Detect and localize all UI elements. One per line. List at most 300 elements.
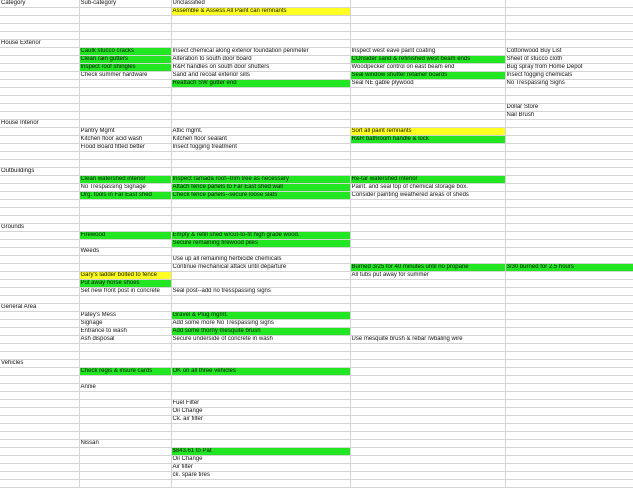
sheet-cell[interactable]	[0, 136, 79, 144]
sheet-cell[interactable]	[350, 344, 505, 352]
sheet-cell[interactable]	[79, 24, 171, 32]
sheet-cell[interactable]	[505, 304, 633, 312]
sheet-cell[interactable]	[79, 216, 171, 224]
sheet-cell[interactable]	[171, 32, 350, 40]
sheet-cell[interactable]	[0, 328, 79, 336]
sheet-cell[interactable]	[0, 80, 79, 88]
sheet-cell[interactable]	[505, 424, 633, 432]
sheet-cell[interactable]	[171, 24, 350, 32]
sheet-cell[interactable]	[505, 368, 633, 376]
sheet-cell[interactable]	[505, 128, 633, 136]
sheet-cell[interactable]	[505, 392, 633, 400]
sheet-cell[interactable]	[79, 40, 171, 48]
sheet-cell[interactable]	[505, 344, 633, 352]
sheet-cell[interactable]	[350, 376, 505, 384]
sheet-cell[interactable]	[79, 168, 171, 176]
sheet-cell[interactable]	[0, 296, 79, 304]
sheet-cell[interactable]	[505, 408, 633, 416]
sheet-cell[interactable]	[171, 440, 350, 448]
sheet-cell[interactable]	[79, 8, 171, 16]
sheet-cell[interactable]: Annie	[79, 384, 171, 392]
sheet-cell[interactable]	[0, 288, 79, 296]
sheet-cell[interactable]: Consider painting weathered areas of sheds	[350, 192, 505, 200]
sheet-cell[interactable]	[350, 408, 505, 416]
sheet-cell[interactable]	[171, 360, 350, 368]
sheet-cell[interactable]: Weeds	[79, 248, 171, 256]
sheet-cell[interactable]	[505, 24, 633, 32]
sheet-cell[interactable]	[79, 112, 171, 120]
sheet-cell[interactable]: Use mesquite brush & rebar /wbaling wire	[350, 336, 505, 344]
sheet-cell[interactable]	[505, 224, 633, 232]
sheet-cell[interactable]: Reattach SW gutter end	[171, 80, 350, 88]
sheet-cell[interactable]: Kitchen floor sealant	[171, 136, 350, 144]
sheet-cell[interactable]	[505, 432, 633, 440]
sheet-cell[interactable]	[171, 376, 350, 384]
sheet-cell[interactable]	[0, 144, 79, 152]
sheet-cell[interactable]	[505, 472, 633, 480]
sheet-cell[interactable]: Empty & refill shed w/cut-to-fit high grade wood.	[171, 232, 350, 240]
sheet-cell[interactable]	[505, 400, 633, 408]
sheet-cell[interactable]: Sort all paint remnants	[350, 128, 505, 136]
sheet-cell[interactable]	[350, 288, 505, 296]
sheet-cell[interactable]	[505, 120, 633, 128]
sheet-cell[interactable]	[0, 472, 79, 480]
sheet-cell[interactable]	[79, 80, 171, 88]
sheet-cell[interactable]	[505, 352, 633, 360]
sheet-cell[interactable]	[0, 96, 79, 104]
sheet-cell[interactable]	[171, 352, 350, 360]
sheet-cell[interactable]: Woodpecker control on east beam end	[350, 64, 505, 72]
sheet-cell[interactable]	[171, 224, 350, 232]
sheet-cell[interactable]	[505, 200, 633, 208]
sheet-cell[interactable]	[350, 40, 505, 48]
sheet-cell[interactable]	[79, 360, 171, 368]
sheet-cell[interactable]: ck. spare tires	[171, 472, 350, 480]
sheet-cell[interactable]	[0, 256, 79, 264]
sheet-cell[interactable]	[0, 64, 79, 72]
sheet-cell[interactable]	[350, 432, 505, 440]
sheet-cell[interactable]	[350, 440, 505, 448]
sheet-cell[interactable]: Grounds	[0, 224, 79, 232]
sheet-cell[interactable]	[505, 320, 633, 328]
sheet-cell[interactable]: Oil Change	[171, 456, 350, 464]
sheet-cell[interactable]: Continue mechanical attack until departure	[171, 264, 350, 272]
sheet-cell[interactable]	[171, 392, 350, 400]
sheet-cell[interactable]	[505, 240, 633, 248]
sheet-cell[interactable]	[350, 248, 505, 256]
sheet-cell[interactable]	[505, 464, 633, 472]
sheet-cell[interactable]: Vehicles	[0, 360, 79, 368]
sheet-cell[interactable]: R&R handles on south door shutters	[171, 64, 350, 72]
sheet-cell[interactable]: Insect fogging treatment	[171, 144, 350, 152]
sheet-cell[interactable]: Clean watershed interior	[79, 176, 171, 184]
sheet-cell[interactable]	[171, 16, 350, 24]
sheet-cell[interactable]	[350, 232, 505, 240]
sheet-cell[interactable]	[505, 456, 633, 464]
sheet-cell[interactable]	[171, 112, 350, 120]
sheet-cell[interactable]: Check fence panels--secure loose slats	[171, 192, 350, 200]
sheet-cell[interactable]	[505, 480, 633, 488]
sheet-cell[interactable]: Org. tools in Far East shed	[79, 192, 171, 200]
sheet-cell[interactable]: Re-tar watershed interior	[350, 176, 505, 184]
sheet-cell[interactable]: Nissan	[79, 440, 171, 448]
sheet-cell[interactable]	[0, 392, 79, 400]
sheet-cell[interactable]	[505, 376, 633, 384]
sheet-cell[interactable]	[0, 208, 79, 216]
sheet-cell[interactable]	[505, 160, 633, 168]
sheet-cell[interactable]: Seal window shutter retainer boards	[350, 72, 505, 80]
sheet-cell[interactable]	[350, 392, 505, 400]
sheet-cell[interactable]	[79, 376, 171, 384]
sheet-cell[interactable]	[0, 72, 79, 80]
sheet-cell[interactable]: Seal NE gable plywood	[350, 80, 505, 88]
sheet-cell[interactable]	[505, 288, 633, 296]
sheet-cell[interactable]	[79, 88, 171, 96]
sheet-cell[interactable]	[0, 272, 79, 280]
sheet-cell[interactable]	[505, 152, 633, 160]
sheet-cell[interactable]	[350, 480, 505, 488]
sheet-cell[interactable]: No Trespassing Signage	[79, 184, 171, 192]
sheet-cell[interactable]	[0, 440, 79, 448]
sheet-cell[interactable]	[79, 472, 171, 480]
sheet-cell[interactable]	[505, 280, 633, 288]
sheet-cell[interactable]: Patey's Mess	[79, 312, 171, 320]
sheet-cell[interactable]	[505, 416, 633, 424]
sheet-cell[interactable]	[350, 368, 505, 376]
sheet-cell[interactable]	[505, 8, 633, 16]
sheet-cell[interactable]	[0, 368, 79, 376]
sheet-cell[interactable]	[0, 456, 79, 464]
sheet-cell[interactable]	[171, 248, 350, 256]
sheet-cell[interactable]	[0, 192, 79, 200]
sheet-cell[interactable]	[79, 392, 171, 400]
sheet-cell[interactable]: Air filter	[171, 464, 350, 472]
sheet-cell[interactable]	[350, 216, 505, 224]
sheet-cell[interactable]	[79, 416, 171, 424]
sheet-cell[interactable]	[79, 456, 171, 464]
sheet-cell[interactable]	[171, 168, 350, 176]
sheet-cell[interactable]	[350, 280, 505, 288]
sheet-cell[interactable]	[0, 152, 79, 160]
sheet-cell[interactable]	[505, 232, 633, 240]
sheet-cell[interactable]: Cottonwood Buy List	[505, 48, 633, 56]
sheet-cell[interactable]: Sand and recoat exterior sills	[171, 72, 350, 80]
sheet-cell[interactable]	[0, 128, 79, 136]
sheet-cell[interactable]	[171, 104, 350, 112]
sheet-cell[interactable]	[79, 224, 171, 232]
sheet-cell[interactable]	[350, 296, 505, 304]
sheet-cell[interactable]	[0, 112, 79, 120]
sheet-cell[interactable]	[171, 208, 350, 216]
sheet-cell[interactable]	[350, 0, 505, 8]
sheet-cell[interactable]	[0, 176, 79, 184]
sheet-cell[interactable]	[79, 16, 171, 24]
sheet-cell[interactable]	[79, 344, 171, 352]
sheet-cell[interactable]	[0, 336, 79, 344]
sheet-cell[interactable]	[79, 152, 171, 160]
sheet-cell[interactable]	[79, 448, 171, 456]
sheet-cell[interactable]	[171, 432, 350, 440]
sheet-cell[interactable]	[505, 248, 633, 256]
sheet-cell[interactable]: House Interior	[0, 120, 79, 128]
sheet-cell[interactable]	[350, 328, 505, 336]
sheet-cell[interactable]	[171, 200, 350, 208]
sheet-cell[interactable]	[79, 464, 171, 472]
sheet-cell[interactable]	[350, 400, 505, 408]
sheet-cell[interactable]	[79, 32, 171, 40]
sheet-cell[interactable]	[505, 40, 633, 48]
sheet-cell[interactable]	[171, 480, 350, 488]
sheet-cell[interactable]: Clean rain gutters	[79, 56, 171, 64]
sheet-cell[interactable]	[505, 192, 633, 200]
sheet-cell[interactable]	[350, 120, 505, 128]
sheet-cell[interactable]: Set new front post in concrete	[79, 288, 171, 296]
sheet-cell[interactable]	[79, 424, 171, 432]
sheet-cell[interactable]	[350, 96, 505, 104]
sheet-cell[interactable]	[505, 272, 633, 280]
sheet-cell[interactable]	[0, 16, 79, 24]
sheet-cell[interactable]	[505, 88, 633, 96]
sheet-cell[interactable]	[350, 312, 505, 320]
sheet-cell[interactable]: Sub-category	[79, 0, 171, 8]
sheet-cell[interactable]: Bug spray from Home Depot	[505, 64, 633, 72]
sheet-cell[interactable]: Assemble & Assess All Paint can remnants	[171, 8, 350, 16]
sheet-cell[interactable]	[79, 160, 171, 168]
sheet-cell[interactable]	[350, 384, 505, 392]
sheet-cell[interactable]	[79, 408, 171, 416]
sheet-cell[interactable]	[0, 200, 79, 208]
sheet-cell[interactable]	[505, 184, 633, 192]
sheet-cell[interactable]	[171, 160, 350, 168]
sheet-cell[interactable]	[505, 96, 633, 104]
sheet-cell[interactable]: Check summer hardware	[79, 72, 171, 80]
sheet-cell[interactable]	[350, 304, 505, 312]
sheet-cell[interactable]	[79, 296, 171, 304]
sheet-cell[interactable]	[505, 448, 633, 456]
sheet-cell[interactable]	[350, 240, 505, 248]
sheet-cell[interactable]	[0, 264, 79, 272]
sheet-cell[interactable]: General Area	[0, 304, 79, 312]
sheet-cell[interactable]	[350, 208, 505, 216]
sheet-cell[interactable]	[171, 40, 350, 48]
sheet-cell[interactable]	[171, 296, 350, 304]
sheet-cell[interactable]: $843.61 to Pat	[171, 448, 350, 456]
sheet-cell[interactable]	[505, 336, 633, 344]
sheet-cell[interactable]	[0, 400, 79, 408]
sheet-cell[interactable]	[350, 448, 505, 456]
sheet-cell[interactable]: Secure underside of concrete in wash	[171, 336, 350, 344]
sheet-cell[interactable]: Nail Brush	[505, 112, 633, 120]
sheet-cell[interactable]: Category	[0, 0, 79, 8]
sheet-cell[interactable]	[0, 232, 79, 240]
sheet-cell[interactable]	[0, 376, 79, 384]
sheet-cell[interactable]: Burned 3/25 for 40 minutes until no propane	[350, 264, 505, 272]
sheet-cell[interactable]	[350, 352, 505, 360]
sheet-cell[interactable]	[79, 256, 171, 264]
sheet-cell[interactable]	[350, 224, 505, 232]
sheet-cell[interactable]	[171, 280, 350, 288]
sheet-cell[interactable]	[350, 144, 505, 152]
sheet-cell[interactable]: Unclassified	[171, 0, 350, 8]
sheet-cell[interactable]	[0, 416, 79, 424]
sheet-cell[interactable]	[505, 440, 633, 448]
sheet-cell[interactable]	[0, 280, 79, 288]
sheet-cell[interactable]	[171, 344, 350, 352]
sheet-cell[interactable]	[350, 472, 505, 480]
sheet-cell[interactable]	[0, 32, 79, 40]
sheet-cell[interactable]	[79, 200, 171, 208]
sheet-cell[interactable]: Outbuildings	[0, 168, 79, 176]
sheet-cell[interactable]	[505, 296, 633, 304]
sheet-cell[interactable]	[505, 16, 633, 24]
sheet-cell[interactable]	[79, 432, 171, 440]
sheet-cell[interactable]	[0, 344, 79, 352]
sheet-cell[interactable]: Put away horse shoes	[79, 280, 171, 288]
sheet-cell[interactable]	[350, 320, 505, 328]
sheet-cell[interactable]	[350, 424, 505, 432]
sheet-cell[interactable]: Entrance to wash	[79, 328, 171, 336]
sheet-cell[interactable]: Kitchen floor acid wash	[79, 136, 171, 144]
sheet-cell[interactable]: Add some more No Trespassing signs	[171, 320, 350, 328]
sheet-cell[interactable]: Attach fence panels to Far East shed wall	[171, 184, 350, 192]
sheet-cell[interactable]: COnsider sand & refinished west beam ends	[350, 56, 505, 64]
sheet-cell[interactable]: 3/30 burned for 2.5 hours	[505, 264, 633, 272]
sheet-cell[interactable]	[350, 256, 505, 264]
sheet-cell[interactable]: No Trespassing Signs	[505, 80, 633, 88]
sheet-cell[interactable]: R&R bathroom handle & lock	[350, 136, 505, 144]
sheet-cell[interactable]	[0, 448, 79, 456]
sheet-cell[interactable]	[350, 8, 505, 16]
sheet-cell[interactable]	[0, 104, 79, 112]
sheet-cell[interactable]	[350, 104, 505, 112]
sheet-cell[interactable]: Insect chemical along exterior foundation perimeter	[171, 48, 350, 56]
sheet-cell[interactable]	[171, 152, 350, 160]
sheet-cell[interactable]	[0, 320, 79, 328]
sheet-cell[interactable]: Pantry Mgmt	[79, 128, 171, 136]
sheet-cell[interactable]: Paint. and seal top of chemical storage box.	[350, 184, 505, 192]
sheet-cell[interactable]	[505, 136, 633, 144]
sheet-cell[interactable]	[505, 312, 633, 320]
sheet-cell[interactable]	[0, 24, 79, 32]
sheet-cell[interactable]	[0, 384, 79, 392]
sheet-cell[interactable]	[79, 352, 171, 360]
sheet-cell[interactable]	[0, 408, 79, 416]
sheet-cell[interactable]: Signage	[79, 320, 171, 328]
sheet-cell[interactable]: Check regis & insure cards	[79, 368, 171, 376]
sheet-cell[interactable]: Gary's ladder bolted to fence	[79, 272, 171, 280]
sheet-cell[interactable]	[0, 248, 79, 256]
sheet-cell[interactable]	[0, 424, 79, 432]
sheet-cell[interactable]	[0, 480, 79, 488]
sheet-cell[interactable]	[171, 96, 350, 104]
sheet-cell[interactable]: Dollar Store	[505, 104, 633, 112]
sheet-cell[interactable]	[0, 464, 79, 472]
sheet-cell[interactable]	[171, 88, 350, 96]
sheet-cell[interactable]	[505, 256, 633, 264]
sheet-cell[interactable]	[350, 360, 505, 368]
sheet-cell[interactable]	[505, 168, 633, 176]
sheet-cell[interactable]	[350, 200, 505, 208]
sheet-cell[interactable]	[350, 32, 505, 40]
sheet-cell[interactable]	[505, 208, 633, 216]
sheet-cell[interactable]	[79, 480, 171, 488]
sheet-cell[interactable]	[505, 216, 633, 224]
sheet-cell[interactable]	[79, 208, 171, 216]
sheet-cell[interactable]	[0, 352, 79, 360]
sheet-cell[interactable]	[171, 272, 350, 280]
sheet-cell[interactable]: All tubs put away for summer	[350, 272, 505, 280]
sheet-cell[interactable]	[79, 264, 171, 272]
sheet-cell[interactable]: Inspect roof shingles	[79, 64, 171, 72]
sheet-cell[interactable]: Firewood	[79, 232, 171, 240]
sheet-cell[interactable]	[505, 360, 633, 368]
sheet-cell[interactable]: Secure remaining firewood piles	[171, 240, 350, 248]
sheet-cell[interactable]: Inspect west eave paint coating	[350, 48, 505, 56]
sheet-cell[interactable]: Sheet of stucco cloth	[505, 56, 633, 64]
sheet-cell[interactable]	[350, 464, 505, 472]
sheet-cell[interactable]: Fuel Filter	[171, 400, 350, 408]
sheet-cell[interactable]	[350, 88, 505, 96]
sheet-cell[interactable]	[350, 160, 505, 168]
sheet-cell[interactable]: Add some thorny mesquite brush	[171, 328, 350, 336]
sheet-cell[interactable]	[171, 384, 350, 392]
sheet-cell[interactable]	[0, 160, 79, 168]
sheet-cell[interactable]	[350, 24, 505, 32]
sheet-cell[interactable]	[79, 400, 171, 408]
sheet-cell[interactable]	[505, 328, 633, 336]
sheet-cell[interactable]	[79, 304, 171, 312]
sheet-cell[interactable]	[0, 8, 79, 16]
sheet-cell[interactable]	[350, 152, 505, 160]
sheet-cell[interactable]	[505, 0, 633, 8]
sheet-cell[interactable]	[505, 32, 633, 40]
sheet-cell[interactable]	[0, 48, 79, 56]
sheet-cell[interactable]	[0, 184, 79, 192]
sheet-cell[interactable]	[350, 168, 505, 176]
sheet-cell[interactable]: Ash disposal	[79, 336, 171, 344]
sheet-cell[interactable]: Use up all remaining herbicide chemicals	[171, 256, 350, 264]
sheet-cell[interactable]	[171, 304, 350, 312]
sheet-cell[interactable]	[171, 424, 350, 432]
sheet-cell[interactable]	[350, 16, 505, 24]
sheet-cell[interactable]	[0, 56, 79, 64]
sheet-cell[interactable]: Insect fogging chemicals	[505, 72, 633, 80]
sheet-cell[interactable]: Seal post--add no tresspassing signs	[171, 288, 350, 296]
sheet-cell[interactable]	[79, 104, 171, 112]
sheet-cell[interactable]	[79, 240, 171, 248]
sheet-cell[interactable]	[350, 456, 505, 464]
sheet-cell[interactable]	[171, 216, 350, 224]
sheet-cell[interactable]	[0, 240, 79, 248]
sheet-cell[interactable]: Caulk stucco cracks	[79, 48, 171, 56]
sheet-cell[interactable]: OK on all three vehicles	[171, 368, 350, 376]
sheet-cell[interactable]	[79, 96, 171, 104]
sheet-cell[interactable]	[0, 312, 79, 320]
sheet-cell[interactable]	[0, 88, 79, 96]
sheet-cell[interactable]: Inspect ramada roof--trim tree as necessary	[171, 176, 350, 184]
sheet-cell[interactable]	[505, 176, 633, 184]
sheet-cell[interactable]: Oil Change	[171, 408, 350, 416]
sheet-cell[interactable]	[350, 416, 505, 424]
sheet-cell[interactable]	[505, 144, 633, 152]
sheet-cell[interactable]: Flood Board fitted better	[79, 144, 171, 152]
sheet-cell[interactable]: Gravel & Plug mgmt.	[171, 312, 350, 320]
sheet-cell[interactable]	[0, 216, 79, 224]
sheet-cell[interactable]	[350, 112, 505, 120]
sheet-cell[interactable]: Alteration to south door board	[171, 56, 350, 64]
sheet-cell[interactable]	[171, 120, 350, 128]
sheet-cell[interactable]: Attic mgmt.	[171, 128, 350, 136]
